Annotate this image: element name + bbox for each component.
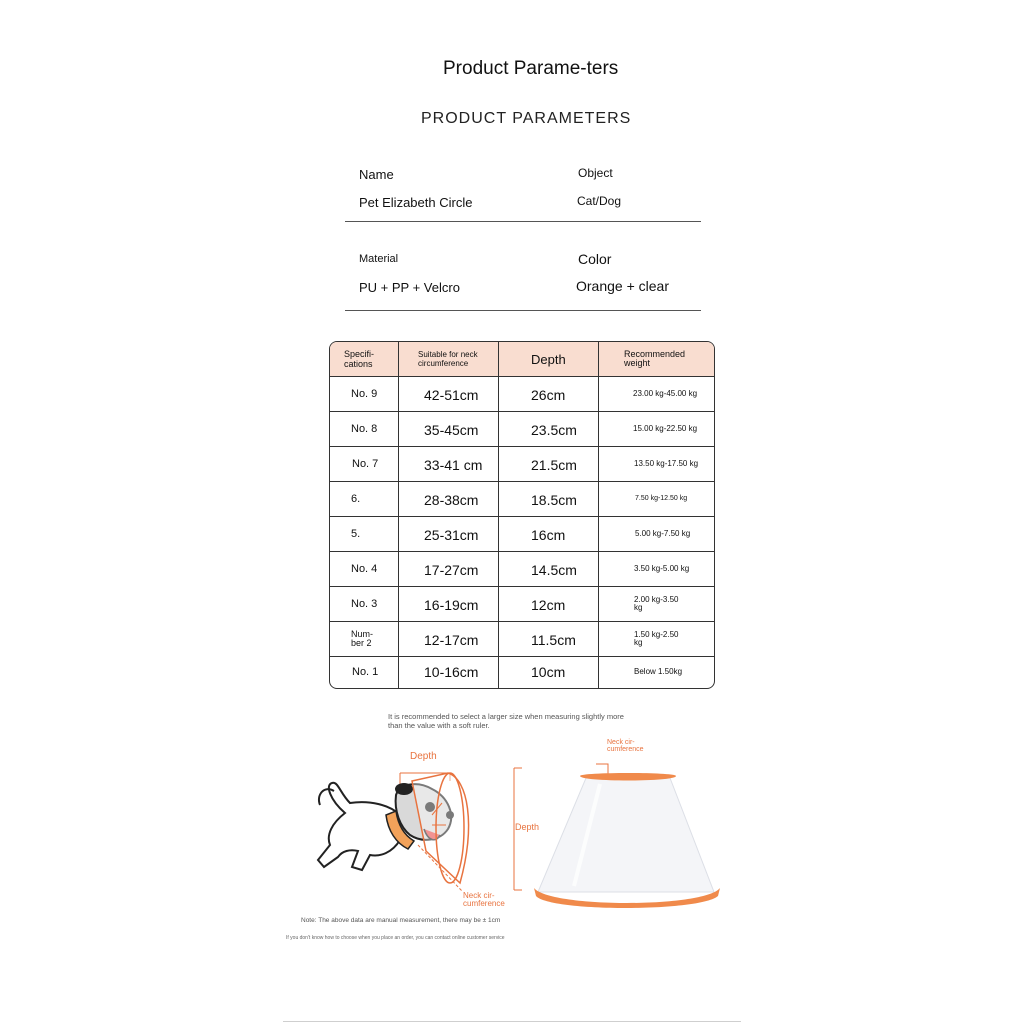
row-spec: No. 7 bbox=[352, 457, 379, 470]
row-neck: 16-19cm bbox=[424, 596, 479, 613]
name-value: Pet Elizabeth Circle bbox=[359, 195, 473, 210]
object-value: Cat/Dog bbox=[577, 194, 622, 208]
material-label: Material bbox=[359, 253, 399, 265]
row-weight: 7.50 kg-12.50 kg bbox=[635, 494, 688, 502]
row-weight: 15.00 kg-22.50 kg bbox=[633, 423, 698, 433]
depth-label-cone: Depth bbox=[515, 822, 540, 832]
row-spec: No. 8 bbox=[351, 422, 378, 435]
material-value: PU + PP + Velcro bbox=[359, 280, 460, 295]
row-depth: 14.5cm bbox=[531, 561, 577, 578]
color-label: Color bbox=[578, 251, 612, 267]
row-neck: 35-45cm bbox=[424, 421, 479, 438]
row-depth: 23.5cm bbox=[531, 421, 577, 438]
row-neck: 25-31cm bbox=[424, 526, 479, 543]
recommend-note: It is recommended to select a larger size when measuring slightly more than the value with a soft ruler. bbox=[388, 712, 624, 730]
row-spec: 5. bbox=[351, 527, 361, 540]
bottom-divider bbox=[283, 1021, 741, 1022]
page-subtitle: PRODUCT PARAMETERS bbox=[421, 110, 632, 127]
dog-body bbox=[318, 783, 400, 870]
divider bbox=[345, 221, 701, 222]
row-depth: 11.5cm bbox=[531, 631, 576, 648]
divider bbox=[345, 310, 701, 311]
row-weight: Below 1.50kg bbox=[634, 667, 683, 676]
row-spec: No. 9 bbox=[351, 387, 378, 400]
header-weight: Recommended weight bbox=[624, 349, 686, 368]
row-weight: 23.00 kg-45.00 kg bbox=[633, 388, 698, 398]
row-neck: 28-38cm bbox=[424, 491, 479, 508]
row-depth: 18.5cm bbox=[531, 491, 577, 508]
row-neck: 33-41 cm bbox=[424, 456, 483, 473]
row-depth: 26cm bbox=[531, 386, 566, 403]
row-neck: 17-27cm bbox=[424, 561, 479, 578]
depth-label-dog: Depth bbox=[410, 751, 437, 762]
row-depth: 16cm bbox=[531, 526, 566, 543]
cone-diagram bbox=[510, 760, 725, 910]
row-weight: 3.50 kg-5.00 kg bbox=[634, 563, 690, 573]
row-spec: No. 1 bbox=[352, 666, 379, 678]
header-spec: Specifi-cations bbox=[344, 349, 375, 369]
name-label: Name bbox=[359, 167, 394, 182]
header-neck: Suitable for neck circumference bbox=[418, 350, 478, 368]
row-neck: 10-16cm bbox=[424, 664, 479, 680]
row-spec: 6. bbox=[351, 492, 361, 505]
row-weight: 1.50 kg-2.50 kg bbox=[634, 629, 679, 647]
header-depth: Depth bbox=[531, 351, 566, 367]
row-weight: 5.00 kg-7.50 kg bbox=[635, 528, 691, 538]
object-label: Object bbox=[578, 166, 613, 180]
row-weight: 2.00 kg-3.50 kg bbox=[634, 594, 679, 612]
dog-ear bbox=[395, 783, 413, 795]
row-depth: 10cm bbox=[531, 664, 566, 680]
neck-label-cone: Neck cir-cumference bbox=[607, 739, 644, 753]
row-spec: No. 4 bbox=[351, 562, 378, 575]
neck-bracket bbox=[596, 764, 608, 774]
row-depth: 21.5cm bbox=[531, 456, 577, 473]
cone-body bbox=[538, 778, 714, 892]
color-value: Orange + clear bbox=[576, 278, 669, 294]
neck-label-dog: Neck cir-cumference bbox=[463, 891, 505, 908]
row-spec: Num-ber 2 bbox=[351, 628, 373, 648]
row-depth: 12cm bbox=[531, 596, 566, 613]
contact-note: If you don't know how to choose when you place an order, you can contact online customer service bbox=[286, 935, 505, 941]
page-title: Product Parame-ters bbox=[443, 58, 619, 79]
row-neck: 12-17cm bbox=[424, 631, 479, 648]
spec-table bbox=[329, 341, 715, 689]
row-neck: 42-51cm bbox=[424, 386, 479, 403]
manual-measurement-note: Note: The above data are manual measurement, there may be ± 1cm bbox=[301, 917, 501, 924]
dog-cone-illustration bbox=[300, 745, 510, 915]
row-spec: No. 3 bbox=[351, 597, 378, 610]
row-weight: 13.50 kg-17.50 kg bbox=[634, 458, 699, 468]
